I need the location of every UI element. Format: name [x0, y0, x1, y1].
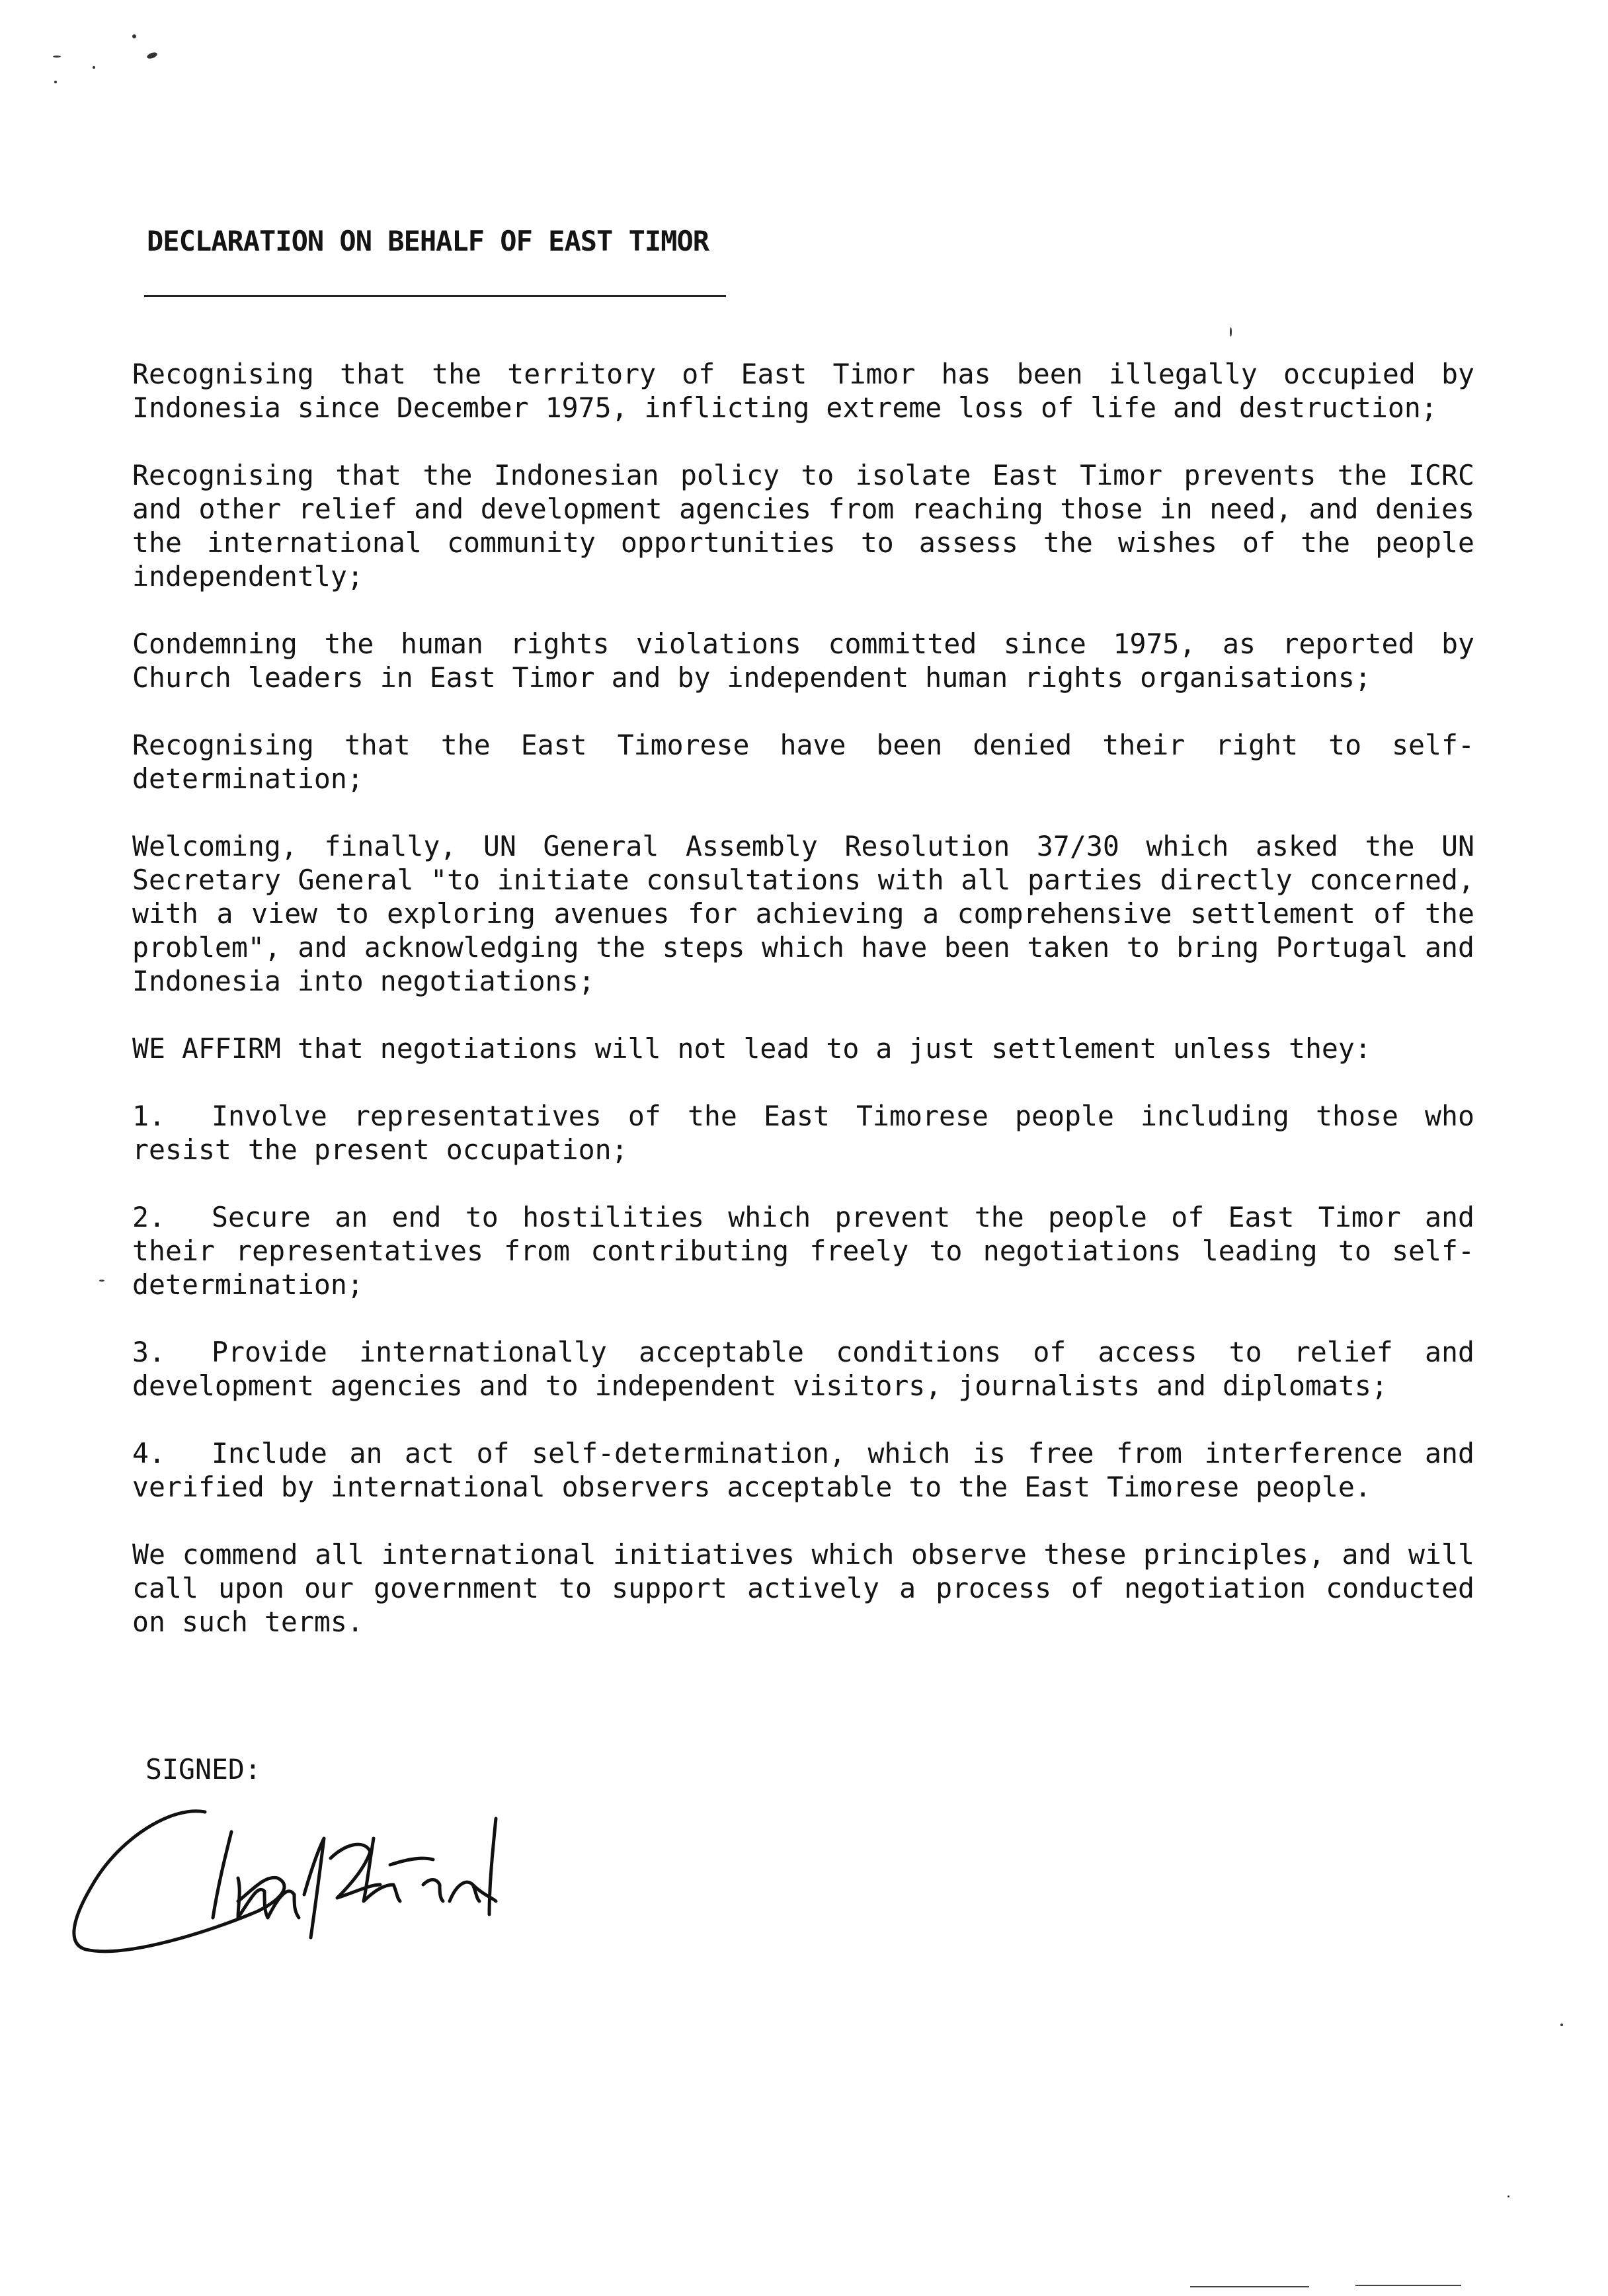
scan-line: [1190, 2286, 1309, 2287]
list-item: [132, 1099, 1474, 1167]
scan-speck: [1230, 327, 1232, 337]
paragraph: Recognising that the East Timorese have been denied their right to self-determination;: [132, 729, 1474, 795]
document-title: DECLARATION ON BEHALF OF EAST TIMOR: [147, 225, 709, 257]
scan-speck: [93, 66, 95, 69]
title-underline: [144, 295, 726, 297]
scan-speck: [54, 81, 57, 83]
scan-speck: [99, 1280, 104, 1282]
list-item: [132, 1436, 1474, 1504]
list-item-text: Include an act of self-determination, which is free from interference and verified by international observers acceptable to the East Timorese people.: [132, 1437, 1474, 1503]
paragraph: Condemning the human rights violations committed since 1975, as reported by Church leaders in East Timor and by independent human rights organisations;: [132, 628, 1474, 694]
list-item-text: Provide internationally acceptable conditions of access to relief and development agencies and to independent visitors, journalists and diplomats;: [132, 1336, 1474, 1402]
list-item-number: 3.: [132, 1336, 165, 1368]
list-item-number: 2.: [132, 1201, 165, 1233]
list-item: [132, 1200, 1474, 1301]
paragraph: Recognising that the Indonesian policy to isolate East Timor prevents the ICRC and other relief and development agencies from reaching those in need, and denies the international community opportunities to assess the wishes of the people independently;: [132, 459, 1474, 593]
paragraph: Welcoming, finally, UN General Assembly Resolution 37/30 which asked the UN Secretary General "to initiate consultations with all parties directly concerned, with a view to exploring avenues for achieving a comprehensive settlement of the problem", and acknowledging the steps which have been taken to bring Portugal and Indonesia into negotiations;: [132, 830, 1474, 997]
scan-speck: [146, 52, 158, 60]
list-item-number: 1.: [132, 1100, 165, 1132]
scan-line: [1355, 2285, 1461, 2286]
scan-speck: [53, 56, 61, 58]
handwritten-signature: [40, 1785, 516, 1957]
paragraph: Recognising that the territory of East Timor has been illegally occupied by Indonesia since December 1975, inflicting extreme loss of life and destruction;: [132, 358, 1474, 424]
signed-label: SIGNED:: [145, 1753, 261, 1785]
list-item-text: Involve representatives of the East Timorese people including those who resist the present occupation;: [132, 1100, 1474, 1166]
document-body: [132, 357, 1474, 1672]
scan-speck: [1508, 2195, 1509, 2197]
paragraph: WE AFFIRM that negotiations will not lead to a just settlement unless they:: [132, 1032, 1371, 1065]
closing-paragraph: We commend all international initiatives which observe these principles, and will call upon our government to support actively a process of negotiation conducted on such terms.: [132, 1538, 1474, 1638]
list-item-text: Secure an end to hostilities which prevent the people of East Timor and their representatives from contributing freely to negotiations leading to self-determination;: [132, 1201, 1474, 1301]
scan-speck: [1560, 2024, 1563, 2026]
list-item-number: 4.: [132, 1437, 165, 1469]
list-item: [132, 1335, 1474, 1403]
scan-speck: [132, 34, 136, 38]
